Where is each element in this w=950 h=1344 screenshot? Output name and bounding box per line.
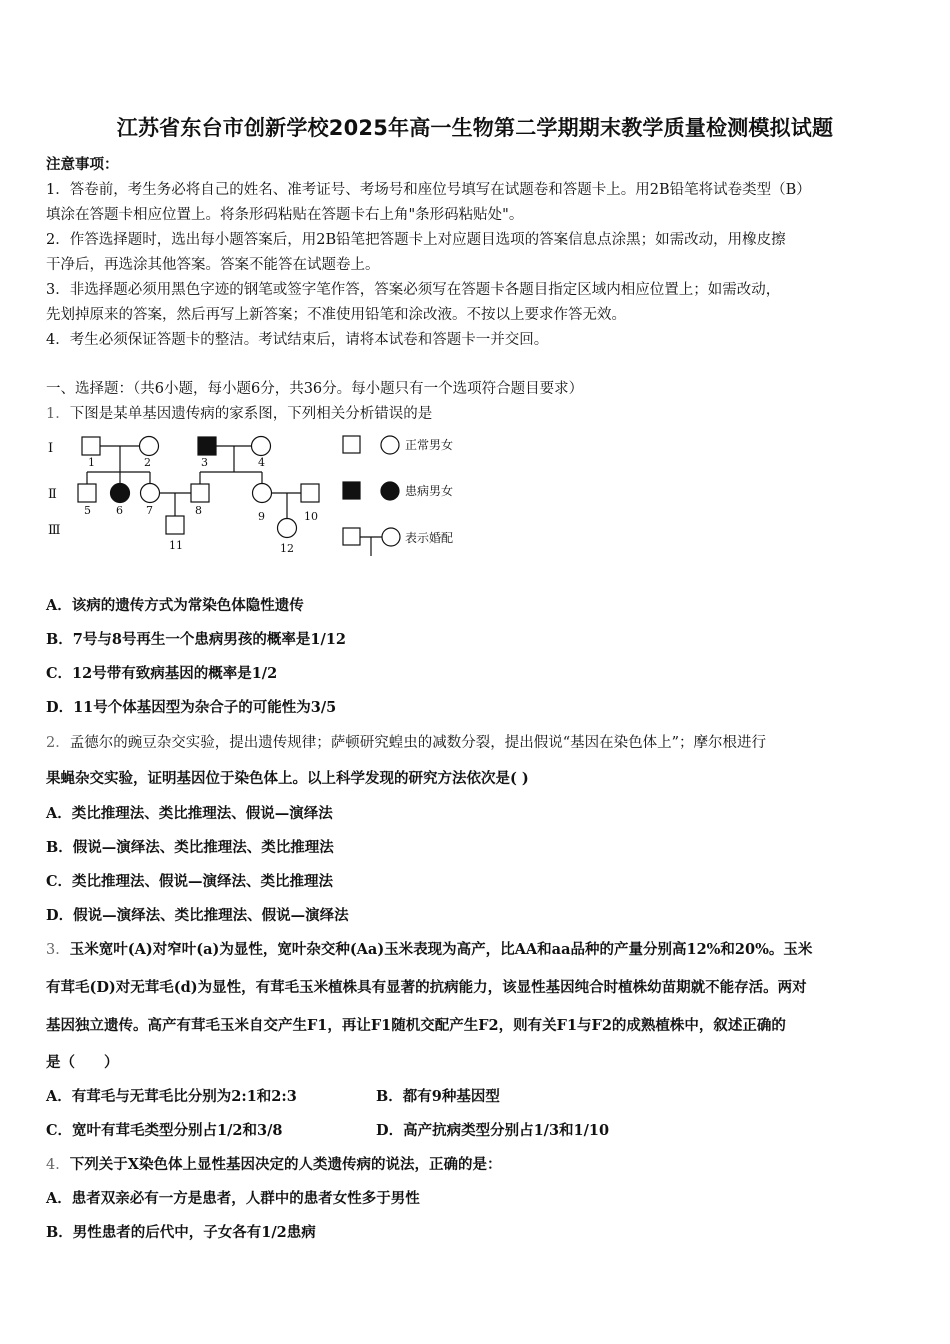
note-line: 4．考生必须保证答题卡的整洁。考试结束后，请将本试卷和答题卡一并交回。 xyxy=(46,332,549,348)
question-stem-cont: 是（ ） xyxy=(46,1054,119,1071)
individual-id: 11 xyxy=(169,539,183,552)
option-d[interactable]: D．高产抗病类型分别占1/3和1/10 xyxy=(376,1122,610,1139)
individual-id: 5 xyxy=(84,504,91,517)
pedigree-chart xyxy=(40,428,480,568)
legend-label: 正常男女 xyxy=(405,438,454,452)
individual-id: 1 xyxy=(88,456,95,469)
individual-11-normal-male xyxy=(166,516,184,534)
individual-id: 12 xyxy=(280,542,294,555)
individual-id: 3 xyxy=(201,456,208,469)
notes-heading: 注意事项： xyxy=(46,156,119,173)
legend-marriage-female-icon xyxy=(382,528,400,546)
option-b[interactable]: B．都有9种基因型 xyxy=(376,1088,500,1105)
question-1 xyxy=(46,402,432,423)
option-c[interactable]: C．宽叶有茸毛类型分别占1/2和3/8 xyxy=(46,1122,283,1139)
question-2 xyxy=(46,731,766,752)
individual-id: 9 xyxy=(258,510,265,523)
legend-affected-female-icon xyxy=(381,482,399,500)
question-stem: 下图是某单基因遗传病的家系图，下列相关分析错误的是 xyxy=(69,406,433,422)
question-stem-cont: 有茸毛(D)对无茸毛(d)为显性，有茸毛玉米植株具有显著的抗病能力，该显性基因纯合时植株幼苗期就不能存活。两对 xyxy=(46,979,807,996)
note-line: 干净后，再选涂其他答案。答案不能答在试题卷上。 xyxy=(46,257,380,273)
question-number: 3． xyxy=(46,942,70,958)
option-a[interactable]: A．类比推理法、类比推理法、假说—演绎法 xyxy=(46,805,333,822)
individual-id: 8 xyxy=(195,504,202,517)
option-b[interactable]: B．男性患者的后代中，子女各有1/2患病 xyxy=(46,1224,316,1241)
question-4 xyxy=(46,1153,501,1174)
question-3 xyxy=(46,938,812,959)
question-number: 1． xyxy=(46,406,70,422)
individual-12-normal-female xyxy=(278,519,297,538)
legend-marriage-male-icon xyxy=(343,528,360,545)
note-line: 1．答卷前，考生务必将自己的姓名、准考证号、考场号和座位号填写在试题卷和答题卡上。用2B铅笔将试卷类型（B） xyxy=(46,182,811,198)
note-line: 填涂在答题卡相应位置上。将条形码粘贴在答题卡右上角"条形码粘贴处"。 xyxy=(46,207,524,223)
legend-affected-male-icon xyxy=(343,482,360,499)
generation-label: Ⅲ xyxy=(48,523,61,538)
option-b[interactable]: B．假说—演绎法、类比推理法、类比推理法 xyxy=(46,839,334,856)
option-c[interactable]: C．类比推理法、假说—演绎法、类比推理法 xyxy=(46,873,334,890)
note-line: 2．作答选择题时，选出每小题答案后，用2B铅笔把答题卡上对应题目选项的答案信息点涂黑；如需改动，用橡皮擦 xyxy=(46,232,786,248)
legend-label: 表示婚配 xyxy=(405,531,454,545)
individual-10-normal-male xyxy=(301,484,319,502)
option-a[interactable]: A．患者双亲必有一方是患者，人群中的患者女性多于男性 xyxy=(46,1190,420,1207)
page-title: 江苏省东台市创新学校2025年高一生物第二学期期末教学质量检测模拟试题 xyxy=(116,116,834,140)
legend-label: 患病男女 xyxy=(405,484,454,498)
question-number: 2． xyxy=(46,735,70,751)
individual-7-normal-female xyxy=(141,484,160,503)
legend-normal-female-icon xyxy=(381,436,399,454)
question-stem-cont: 基因独立遗传。高产有茸毛玉米自交产生F1，再让F1随机交配产生F2，则有关F1与F2的成熟植株中，叙述正确的 xyxy=(46,1017,786,1034)
option-a[interactable]: A．该病的遗传方式为常染色体隐性遗传 xyxy=(46,597,304,614)
generation-label: Ⅱ xyxy=(48,487,57,502)
question-stem-cont: 果蝇杂交实验，证明基因位于染色体上。以上科学发现的研究方法依次是( ) xyxy=(46,770,529,787)
option-d[interactable]: D．11号个体基因型为杂合子的可能性为3/5 xyxy=(46,699,337,716)
option-b[interactable]: B．7号与8号再生一个患病男孩的概率是1/12 xyxy=(46,631,346,648)
individual-6-affected-female xyxy=(111,484,130,503)
question-stem: 孟德尔的豌豆杂交实验，提出遗传规律；萨顿研究蝗虫的减数分裂，提出假说“基因在染色体上”；摩尔根进行 xyxy=(69,735,767,751)
individual-id: 7 xyxy=(146,504,153,517)
legend-normal-male-icon xyxy=(343,436,360,453)
individual-2-normal-female xyxy=(140,437,159,456)
individual-id: 6 xyxy=(116,504,123,517)
note-line: 先划掉原来的答案，然后再写上新答案；不准使用铅笔和涂改液。不按以上要求作答无效。 xyxy=(46,307,626,323)
question-stem: 玉米宽叶(A)对窄叶(a)为显性，宽叶杂交种(Aa)玉米表现为高产，比AA和aa品种的产量分别高12%和20%。玉米 xyxy=(69,941,813,958)
generation-label: Ⅰ xyxy=(48,441,54,456)
individual-id: 4 xyxy=(258,456,265,469)
individual-9-normal-female xyxy=(253,484,272,503)
option-d[interactable]: D．假说—演绎法、类比推理法、假说—演绎法 xyxy=(46,907,349,924)
individual-id: 10 xyxy=(304,510,318,523)
option-a[interactable]: A．有茸毛与无茸毛比分别为2:1和2:3 xyxy=(46,1088,297,1105)
individual-5-normal-male xyxy=(78,484,96,502)
note-line: 3．非选择题必须用黑色字迹的钢笔或签字笔作答，答案必须写在答题卡各题目指定区域内相应位置上；如需改动， xyxy=(46,282,781,298)
question-stem: 下列关于X染色体上显性基因决定的人类遗传病的说法，正确的是： xyxy=(69,1156,502,1173)
individual-id: 2 xyxy=(144,456,151,469)
option-c[interactable]: C．12号带有致病基因的概率是1/2 xyxy=(46,665,278,682)
individual-8-normal-male xyxy=(191,484,209,502)
individual-1-normal-male xyxy=(82,437,100,455)
individual-3-affected-male xyxy=(198,437,216,455)
section-heading: 一、选择题：（共6小题，每小题6分，共36分。每小题只有一个选项符合题目要求） xyxy=(46,381,584,397)
question-number: 4． xyxy=(46,1157,70,1173)
individual-4-normal-female xyxy=(252,437,271,456)
